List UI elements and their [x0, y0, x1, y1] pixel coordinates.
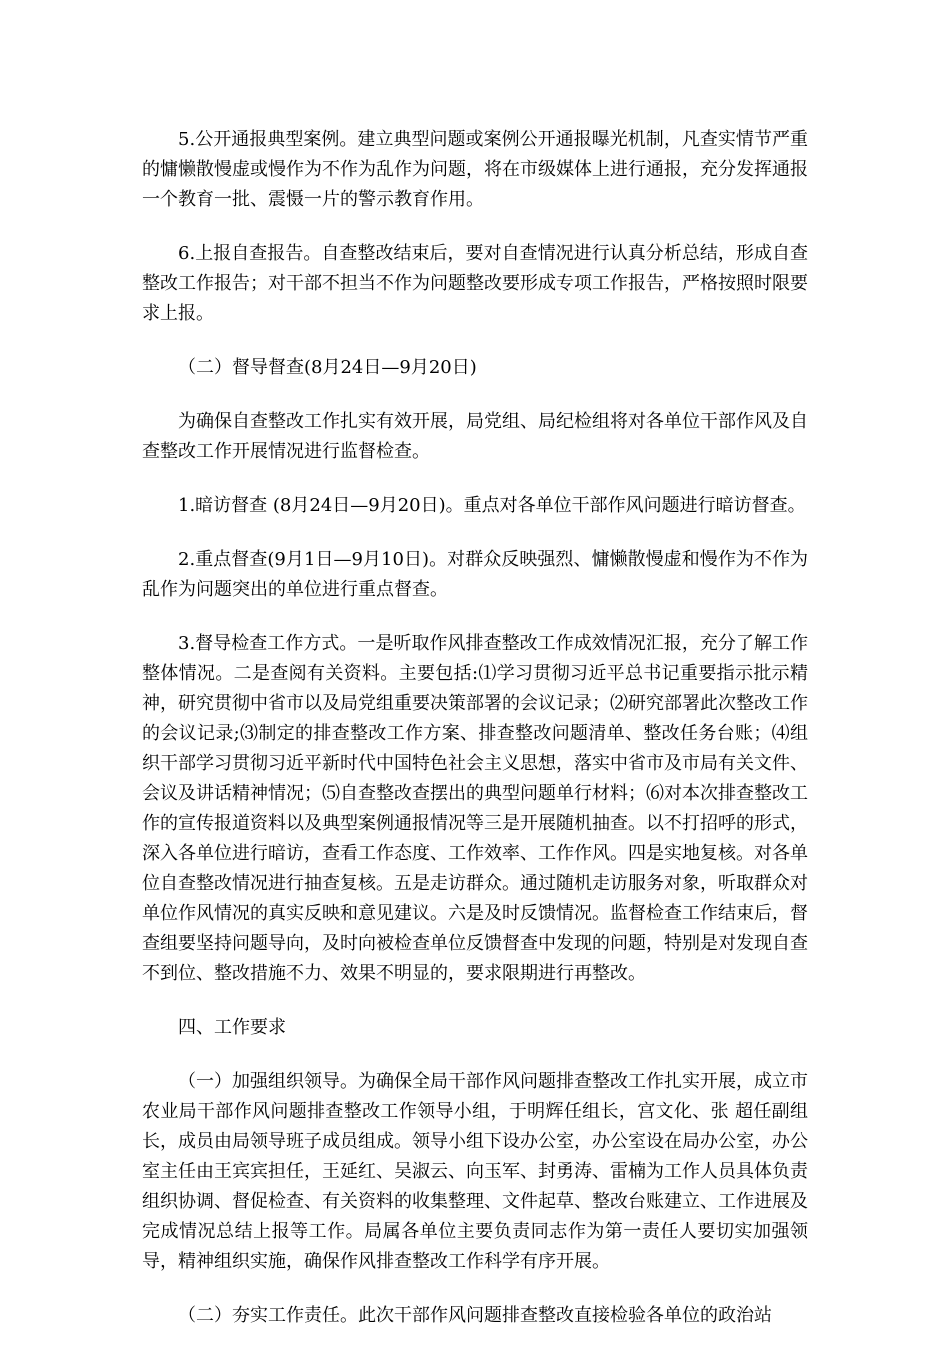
section-heading-requirements: 四、工作要求	[178, 1017, 286, 1038]
paragraph-covert-inspection: 1.暗访督查 (8月24日—9月20日)。重点对各单位干部作风问题进行暗访督查。	[178, 495, 806, 516]
paragraph-inspection-methods: 3.督导检查工作方式。一是听取作风排查整改工作成效情况汇报，充分了解工作整体情况。二是查阅有关资料。主要包括:⑴学习贯彻习近平总书记重要指示批示精神，研究贯彻中省市以及局党组重要决策部署的会议记录；⑵研究部署此次整改工作的会议记录;⑶制定的排查整改工作方案、排查整改问题清单、整改任务台账；⑷组织干部学习贯彻习近平新时代中国特色社会主义思想，落实中省市及市局有关文件、会议及讲话精神情况；⑸自查整改查摆出的典型问题单行材料；⑹对本次排查整改工作的宣传报道资料以及典型案例通报情况等三是开展随机抽查。以不打招呼的形式，深入各单位进行暗访，查看工作态度、工作效率、工作作风。四是实地复核。对各单位自查整改情况进行抽查复核。五是走访群众。通过随机走访服务对象，听取群众对单位作风情况的真实反映和意见建议。六是及时反馈情况。监督检查工作结束后，督查组要坚持问题导向，及时向被检查单位反馈督查中发现的问题，特别是对发现自查不到位、整改措施不力、效果不明显的，要求限期进行再整改。	[142, 633, 808, 984]
paragraph-work-responsibility: （二）夯实工作责任。此次干部作风问题排查整改直接检验各单位的政治站	[178, 1305, 772, 1326]
paragraph-key-inspection: 2.重点督查(9月1日—9月10日)。对群众反映强烈、慵懒散慢虚和慢作为不作为乱作为问题突出的单位进行重点督查。	[142, 549, 808, 600]
paragraph-supervision-intro: 为确保自查整改工作扎实有效开展，局党组、局纪检组将对各单位干部作风及自查整改工作开展情况进行监督检查。	[142, 411, 808, 462]
paragraph-submit-report: 6.上报自查报告。自查整改结束后，要对自查情况进行认真分析总结，形成自查整改工作报告；对干部不担当不作为问题整改要形成专项工作报告，严格按照时限要求上报。	[142, 243, 808, 324]
paragraph-publicize-cases: 5.公开通报典型案例。建立典型问题或案例公开通报曝光机制，凡查实情节严重的慵懒散慢虚或慢作为不作为乱作为问题，将在市级媒体上进行通报，充分发挥通报一个教育一批、震慑一片的警示教育作用。	[142, 129, 808, 210]
paragraph-organization-leadership: （一）加强组织领导。为确保全局干部作风问题排查整改工作扎实开展，成立市农业局干部作风问题排查整改工作领导小组，于明辉任组长，宫文化、张 超任副组长，成员由局领导班子成员组成。领导小组下设办公室，办公室设在局办公室，办公室主任由王宾宾担任，王延红、吴淑云、向玉军、封勇涛、雷楠为工作人员具体负责组织协调、督促检查、有关资料的收集整理、文件起草、整改台账建立、工作进展及完成情况总结上报等工作。局属各单位主要负责同志作为第一责任人要切实加强领导，精神组织实施，确保作风排查整改工作科学有序开展。	[142, 1071, 808, 1272]
document-body	[142, 125, 808, 1355]
section-heading-supervision: （二）督导督查(8月24日—9月20日)	[178, 357, 477, 378]
